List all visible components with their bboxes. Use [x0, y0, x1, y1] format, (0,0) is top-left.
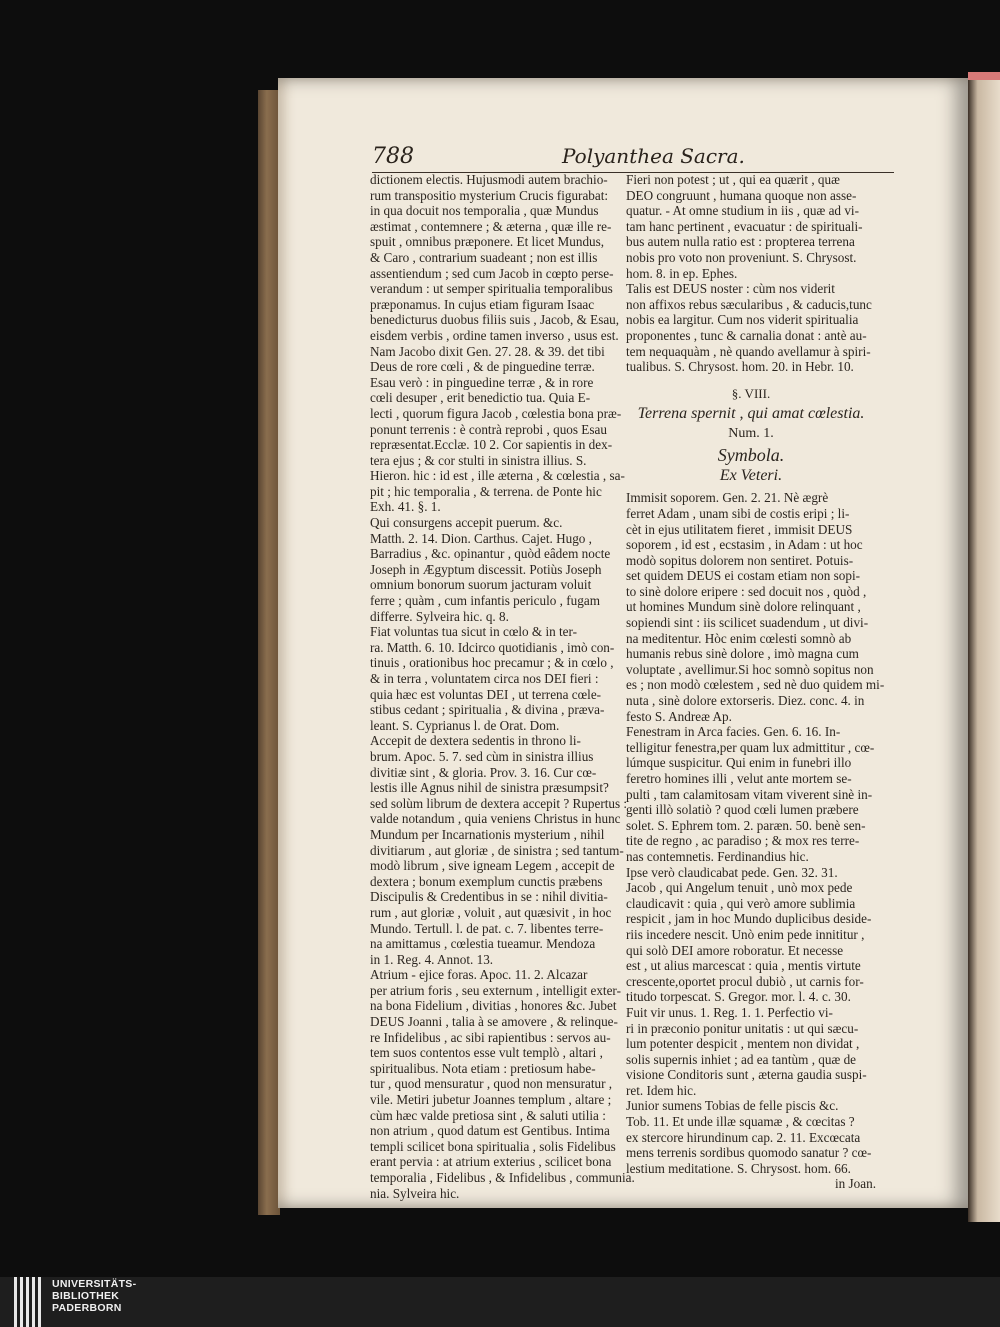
section-number: §. VIII.: [731, 385, 771, 401]
text-line: tem nequaquàm , nè quando avellamur à spiri-: [626, 343, 871, 359]
text-line: temporalia , Fidelibus , & Infidelibus , communia.: [370, 1170, 635, 1185]
text-line: divitiarum , aut gloriæ , de sinistra ; sed tantum-: [370, 842, 624, 858]
text-line: rum transpositio mysterium Crucis figurabat:: [370, 187, 609, 203]
text-line: nia. Sylveira hic.: [370, 1185, 460, 1201]
library-logo: [0, 1277, 1000, 1327]
text-line: Junior sumens Tobias de felle piscis &c.: [626, 1098, 839, 1114]
text-line: non affixos rebus sæcularibus , & caducis,tunc: [626, 296, 872, 312]
text-line: præponamus. In cujus etiam figuram Isaac: [370, 296, 595, 312]
catchword: in Joan.: [834, 1176, 876, 1192]
text-line: per atrium foris , seu externum , intelligit exter-: [370, 982, 621, 998]
text-line: spuit , omnibus præponere. Et licet Mundus,: [370, 234, 605, 250]
text-line: quatur. - At omne studium in iis , quæ ad vi-: [626, 203, 859, 219]
text-line: leant. S. Cyprianus l. de Orat. Dom.: [370, 717, 560, 733]
text-line: visione Conditoris sunt , æterna gaudia suspi-: [626, 1067, 867, 1083]
text-line: Fenestram in Arca facies. Gen. 6. 16. In-: [626, 724, 841, 740]
text-line: DEUS Joanni , talia à se amovere , & relinque-: [370, 1014, 618, 1030]
text-line: mens terrenis sordibus quomodo sanatur ? cœ-: [626, 1145, 872, 1161]
text-line: ferret Adam , unam sibi de costis eripi ; li-: [626, 505, 850, 521]
text-line: cùm hæc valde pretiosa sint , & saluti utilia :: [370, 1107, 606, 1123]
text-line: Fieri non potest ; ut , qui ea quærit , quæ: [626, 172, 840, 187]
text-line: ferre ; quàm , cum infantis periculo , fugam: [370, 593, 600, 609]
text-line: assentiendum ; sed cum Jacob in cœpto perse-: [370, 265, 614, 281]
text-line: cœli desuper , erit benedictio tua. Quia E-: [370, 390, 591, 406]
text-line: Barradius , &c. opinantur , quòd eâdem nocte: [370, 546, 611, 562]
text-line: verandum : ut semper spiritualia temporalibus: [370, 281, 613, 297]
text-line: ret. Idem hic.: [626, 1082, 697, 1098]
text-line: in qua docuit nos temporalia , quæ Mundus: [370, 203, 599, 219]
section-subtitle: Symbola.: [717, 445, 785, 466]
text-line: telligitur fenestra,per quam lux admittitur , cœ-: [626, 739, 875, 755]
text-line: riis incedere nescit. Unò enim pede innititur ,: [626, 926, 865, 942]
text-line: valde notandum , quia veniens Christus in hunc: [370, 811, 621, 827]
section-num: Num. 1.: [728, 426, 774, 442]
text-line: humanis rebus sinè dolore , imò magna cum: [626, 646, 859, 662]
text-line: lecti , quorum figura Jacob , cœlestia bona præ-: [370, 405, 622, 421]
text-line: DEO congruunt , humana quoque non asse-: [626, 187, 857, 203]
text-line: es ; non modò cœlestem , sed nè duo quidem mi-: [626, 677, 885, 693]
text-line: re Infidelibus , ac sibi rapientibus : servos au-: [370, 1029, 611, 1045]
text-line: nobis ea largitur. Cum nos viderit spiritualia: [626, 312, 859, 328]
text-line: in 1. Reg. 4. Annot. 13.: [370, 951, 494, 967]
text-line: lúmque suspicitur. Qui enim in funebri illo: [626, 755, 852, 771]
text-line: modò sopitus dolorem non sentiret. Potuis-: [626, 552, 854, 568]
text-line: sopiendi sint : iis scilicet suadendum , ut divi-: [626, 615, 869, 631]
text-line: lum potenter despicit , mentem non dividat ,: [626, 1036, 860, 1052]
text-line: non atrium , quod datum est Gentibus. Intima: [370, 1123, 610, 1139]
text-line: & Caro , contrarium suadeant ; non est illis: [370, 249, 598, 265]
text-line: Deus de rore cœli , & de pinguedine terræ.: [370, 359, 595, 375]
text-line: erant pervia : at atrium exterius , scilicet bona: [370, 1154, 612, 1170]
text-line: tite de regno , ac paradiso ; & mox res terre-: [626, 833, 860, 849]
text-line: Jacob , qui Angelum tenuit , unò mox pede: [626, 880, 853, 896]
page-number: 788: [372, 144, 414, 169]
text-line: quia hæc est voluntas DEI , ut terrena cœle-: [370, 686, 602, 702]
text-line: hom. 8. in ep. Ephes.: [626, 265, 738, 281]
text-line: ponunt terrenis : è contrà reprobi , quos Esau: [370, 421, 607, 437]
text-line: Mundo. Tertull. l. de pat. c. 7. libentes terre-: [370, 920, 604, 936]
text-line: æstimat , contemnere ; & æterna , quæ ille re-: [370, 218, 612, 234]
text-line: genti illò solatiò ? quod cœli lumen præbere: [626, 802, 859, 818]
text-line: eisdem verbis , ordine tamen inverso , usus est.: [370, 327, 619, 343]
right-column: [626, 172, 885, 1192]
text-line: tam hanc pertinent , evacuatur : de spirituali-: [626, 218, 863, 234]
text-line: ut homines Mundum sinè dolore relinquant ,: [626, 599, 861, 615]
text-line: rum , aut gloriæ , voluit , aut quæsivit , in hoc: [370, 904, 612, 920]
text-line: tur , quod mensuratur , quod non mensuratur ,: [370, 1076, 613, 1092]
text-line: spiritualibus. Nota etiam : pretiosum habe-: [370, 1060, 596, 1076]
text-line: bus autem nulla ratio est : propterea terrena: [626, 234, 855, 250]
logo-line: UNIVERSITÄTS-: [52, 1278, 137, 1290]
text-line: nobis pro voto non proveniunt. S. Chrysost.: [626, 249, 857, 265]
text-line: festo S. Andreæ Ap.: [626, 708, 732, 724]
library-logo-mark-icon: [14, 1277, 44, 1327]
text-line: sed solùm librum de dextera accepit ? Rupertus :: [370, 795, 628, 811]
text-line: Mundum per Incarnationis mysterium , nihil: [370, 826, 605, 842]
text-line: divitiæ sint , & gloria. Prov. 3. 16. Cur cœ-: [370, 764, 597, 780]
logo-line: BIBLIOTHEK: [52, 1290, 120, 1302]
library-logo-text: [52, 1278, 136, 1314]
text-line: qui solò DEI amore roboratur. Et necesse: [626, 942, 844, 958]
text-line: Atrium - ejice foras. Apoc. 11. 2. Alcazar: [370, 967, 588, 983]
text-line: pulti , tam calamitosam vitam viverent sinè in-: [626, 786, 873, 802]
text-line: nuta , sinè dolore extorseris. Diez. conc. 4. in: [626, 693, 865, 709]
section-title: Terrena spernit , qui amat cœlestia.: [637, 405, 865, 423]
facing-page-edge: [968, 72, 1000, 1222]
text-line: Talis est DEUS noster : cùm nos viderit: [626, 281, 835, 297]
left-column: [370, 172, 635, 1201]
text-line: na amittamus , cœlestia tueamur. Mendoza: [370, 936, 596, 952]
text-line: ex stercore hirundinum cap. 2. 11. Excœcata: [626, 1129, 861, 1145]
text-line: brum. Apoc. 5. 7. sed cùm in sinistra illius: [370, 748, 594, 764]
text-line: Qui consurgens accepit puerum. &c.: [370, 515, 563, 531]
text-line: Exh. 41. §. 1.: [370, 499, 441, 515]
text-line: set quidem DEUS ei costam etiam non sopi-: [626, 568, 861, 584]
text-line: respicit , jam in hoc Mundo duplicibus deside-: [626, 911, 872, 927]
section-subsubtitle: Ex Veteri.: [719, 467, 783, 485]
text-line: & in terra , voluntatem circa nos DEI fieri :: [370, 671, 599, 686]
text-line: differre. Sylveira hic. q. 8.: [370, 608, 509, 624]
text-line: dictionem electis. Hujusmodi autem brachio-: [370, 172, 608, 187]
text-line: cèt in ejus utilitatem fieret , immisit DEUS: [626, 521, 853, 537]
text-line: pit ; hic temporalia , & terrena. de Ponte hic: [370, 483, 602, 499]
text-line: tera ejus ; & cor stulti in sinistra illius. S.: [370, 452, 587, 468]
text-line: proponentes , tunc & carnalia donat : antè au-: [626, 327, 867, 343]
text-line: vile. Metiri jubetur Joannes templum , altare ;: [370, 1092, 612, 1108]
text-line: Joseph in Ægyptum discessit. Potiùs Joseph: [370, 561, 602, 577]
text-line: tinuis , orationibus hoc precamur ; & in cœlo ,: [370, 655, 614, 671]
text-line: solis supernis inhiet ; ad ea tantùm , quæ de: [626, 1051, 857, 1067]
text-line: repræsentat.Ecclæ. 10 2. Cor sapientis in dex-: [370, 437, 613, 453]
text-line: Fiat voluntas tua sicut in cœlo & in ter-: [370, 624, 578, 640]
text-line: feretro homines illi , velut ante mortem se-: [626, 771, 852, 786]
text-line: Hieron. hic : id est , ille æterna , & cœlestia , sa-: [370, 468, 625, 484]
text-line: omnium bonorum suorum jacturam voluit: [370, 577, 592, 593]
text-line: modò librum , sive igneam Legem , accepit de: [370, 858, 615, 874]
text-line: na meditentur. Hòc enim cœlesti somnò ab: [626, 630, 852, 646]
text-line: to sinè dolore eripere : sed docuit nos , quòd ,: [626, 583, 867, 599]
text-line: Esau verò : in pinguedine terræ , & in rore: [370, 374, 594, 390]
text-line: solet. S. Ephrem tom. 2. paræn. 50. benè sen-: [626, 817, 866, 833]
text-line: nas contemnetis. Ferdinandius hic.: [626, 848, 809, 864]
text-line: dextera ; bonum exemplum cunctis præbens: [370, 873, 603, 889]
text-line: titudo torpescat. S. Gregor. mor. l. 4. c. 30.: [626, 989, 851, 1005]
text-line: Tob. 11. Et unde illæ squamæ , & cœcitas ?: [626, 1114, 855, 1130]
text-line: lestis ille Agnus nihil de sinistra præsumpsit?: [370, 780, 609, 796]
text-line: Nam Jacobo dixit Gen. 27. 28. & 39. det tibi: [370, 343, 605, 359]
text-line: crescente,oportet procul dubiò , ut carnis for-: [626, 973, 864, 989]
text-line: Matth. 2. 14. Dion. Carthus. Cajet. Hugo ,: [370, 530, 592, 546]
text-line: Ipse verò claudicabat pede. Gen. 32. 31.: [626, 864, 838, 880]
text-line: Accepit de dextera sedentis in throno li-: [370, 733, 581, 749]
running-title: Polyanthea Sacra.: [562, 144, 745, 168]
text-line: voluptate , avellimur.Si hoc somnò sopitus non: [626, 661, 874, 677]
text-line: tem suos contentos esse vult templò , altari ,: [370, 1045, 603, 1061]
text-line: ra. Matth. 6. 10. Idcirco quotidianis , imò con-: [370, 639, 615, 655]
text-line: lestium meditatione. S. Chrysost. hom. 66.: [626, 1160, 851, 1176]
text-line: templi scilicet bona spiritualia , solis Fidelibus: [370, 1138, 616, 1154]
book-spine-edge: [258, 90, 280, 1215]
text-line: ri in præconio ponitur unitatis : ut qui sæcu-: [626, 1020, 859, 1036]
text-line: stibus cedant ; spiritualia , & divina , præva-: [370, 702, 605, 718]
text-line: est , ut alius marcescat : quia , mentis virtute: [626, 958, 861, 974]
text-line: na bona Fidelium , divitias , honores &c. Jubet: [370, 998, 617, 1014]
running-head: [372, 140, 894, 176]
text-line: tualibus. S. Chrysost. hom. 20. in Hebr. 10.: [626, 359, 854, 375]
text-line: benedicturus duobus filiis suis , Jacob, & Esau,: [370, 312, 620, 328]
text-line: Discipulis & Credentibus in se : nihil divitia-: [370, 889, 608, 905]
text-line: Fuit vir unus. 1. Reg. 1. 1. Perfectio vi-: [626, 1004, 833, 1020]
logo-line: PADERBORN: [52, 1302, 122, 1314]
text-line: claudicavit : quia , qui verò amore sublimia: [626, 895, 856, 911]
text-line: soporem , id est , ecstasim , in Adam : ut hoc: [626, 537, 863, 553]
text-line: Immisit soporem. Gen. 2. 21. Nè ægrè: [626, 490, 829, 506]
